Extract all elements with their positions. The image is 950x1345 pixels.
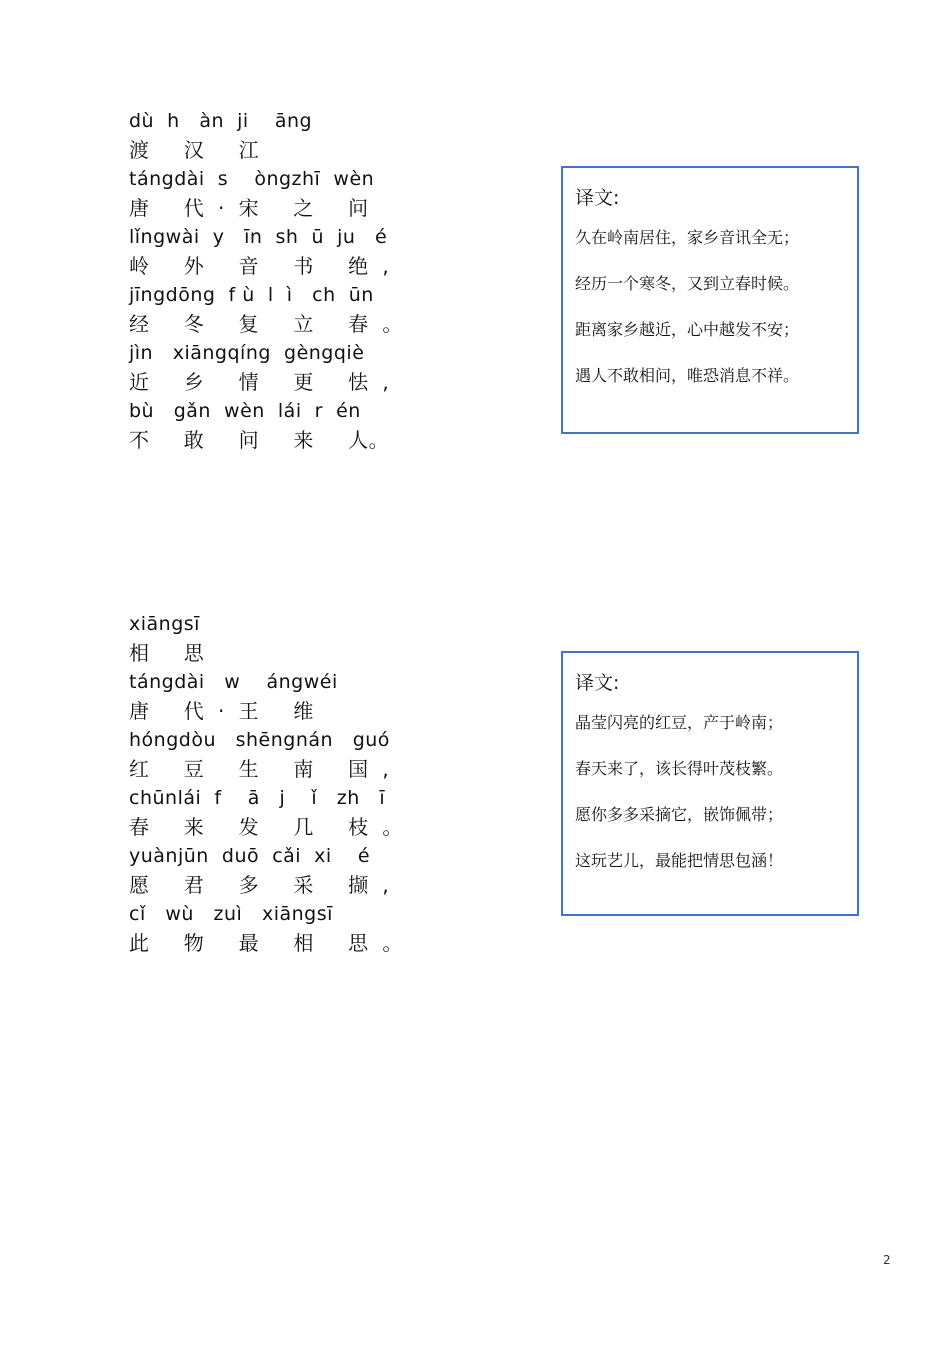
translation-line: 经历一个寒冬，又到立春时候。 bbox=[575, 274, 800, 293]
poem-verse: 岭 外 音 书 绝 , bbox=[129, 254, 390, 278]
translation-line: 愿你多多采摘它，嵌饰佩带； bbox=[575, 805, 784, 824]
poem-author: 唐 代 · 宋 之 问 bbox=[129, 196, 369, 220]
pinyin-line: xiāngsī bbox=[129, 613, 200, 635]
poem-verse: 愿 君 多 采 撷 , bbox=[129, 873, 390, 897]
pinyin-line: bù gǎn wèn lái r én bbox=[129, 400, 361, 422]
pinyin-line: chūnlái f ā j ǐ zh ī bbox=[129, 787, 386, 809]
pinyin-line: yuànjūn duō cǎi xi é bbox=[129, 845, 371, 867]
poem-verse: 经 冬 复 立 春 。 bbox=[129, 312, 403, 336]
translation-title: 译文: bbox=[575, 672, 620, 694]
pinyin-line: tángdài s òngzhī wèn bbox=[129, 168, 375, 190]
poem-verse: 春 来 发 几 枝 。 bbox=[129, 815, 403, 839]
translation-line: 距离家乡越近，心中越发不安； bbox=[575, 320, 800, 339]
translation-box bbox=[561, 651, 859, 916]
poem-verse: 近 乡 情 更 怯 , bbox=[129, 370, 390, 394]
pinyin-line: jīngdōng f ù l ì ch ūn bbox=[129, 284, 374, 306]
pinyin-line: cǐ wù zuì xiāngsī bbox=[129, 903, 333, 925]
pinyin-line: tángdài w ángwéi bbox=[129, 671, 338, 693]
poem-verse: 红 豆 生 南 国 , bbox=[129, 757, 390, 781]
translation-box bbox=[561, 166, 859, 434]
pinyin-line: lǐngwài y īn sh ū ju é bbox=[129, 226, 388, 248]
translation-line: 春天来了，该长得叶茂枝繁。 bbox=[575, 759, 784, 778]
poem-author: 唐 代 · 王 维 bbox=[129, 699, 314, 723]
poem-verse: 此 物 最 相 思 。 bbox=[129, 931, 403, 955]
translation-line: 这玩艺儿，最能把情思包涵！ bbox=[575, 851, 784, 870]
poem-title: 相 思 bbox=[129, 641, 205, 665]
poem-verse: 不 敢 问 来 人。 bbox=[129, 428, 390, 452]
translation-line: 久在岭南居住，家乡音讯全无； bbox=[575, 228, 800, 247]
pinyin-line: dù h àn ji āng bbox=[129, 110, 313, 132]
translation-line: 遇人不敢相问，唯恐消息不祥。 bbox=[575, 366, 800, 385]
translation-title: 译文: bbox=[575, 187, 620, 209]
translation-line: 晶莹闪亮的红豆，产于岭南； bbox=[575, 713, 784, 732]
pinyin-line: hóngdòu shēngnán guó bbox=[129, 729, 390, 751]
poem-du-han-jiang bbox=[129, 107, 403, 455]
poem-xiang-si bbox=[129, 610, 403, 958]
pinyin-line: jìn xiāngqíng gèngqiè bbox=[129, 342, 365, 364]
page-number: 2 bbox=[883, 1253, 891, 1267]
poem-title: 渡 汉 江 bbox=[129, 138, 260, 162]
